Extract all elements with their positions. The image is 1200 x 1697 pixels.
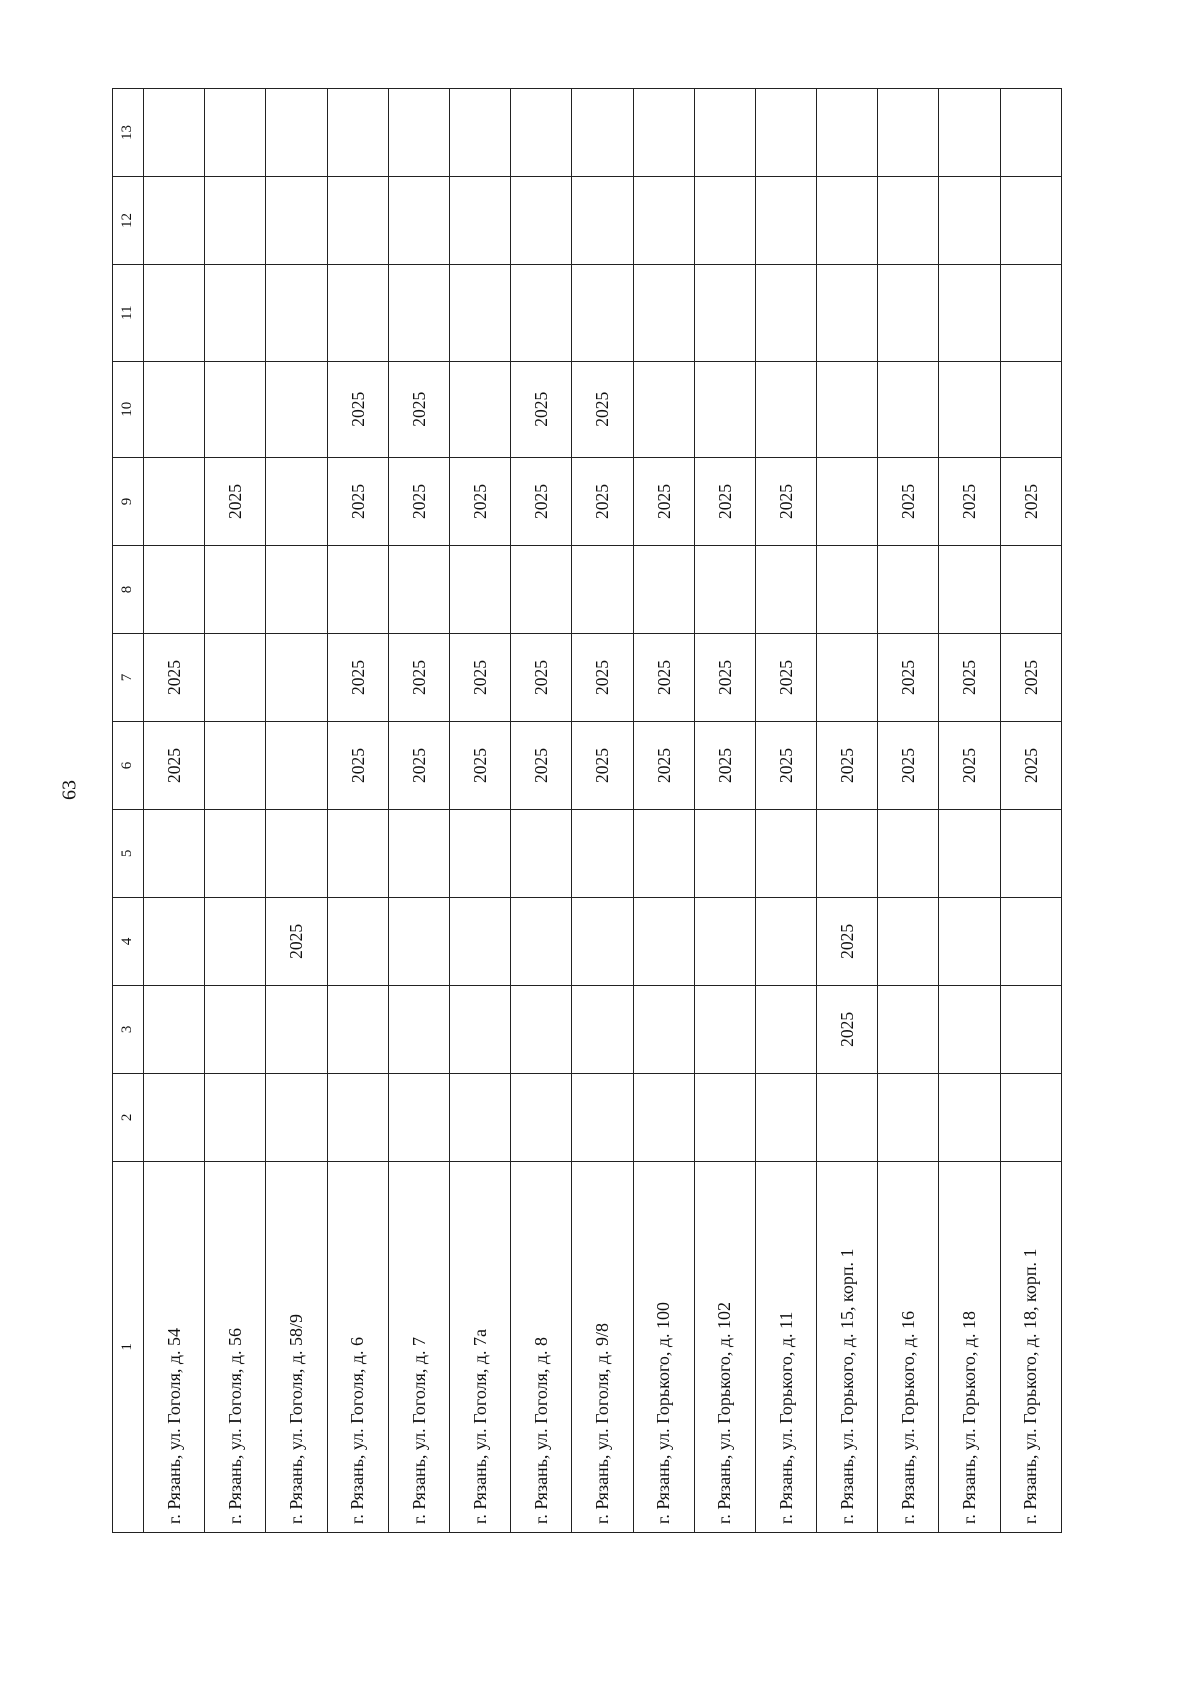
year-cell	[511, 1073, 572, 1161]
year-cell	[388, 177, 449, 265]
table-row	[817, 89, 878, 1533]
column-header: 4	[113, 897, 144, 985]
year-cell: 2025	[1000, 634, 1061, 722]
year-cell	[694, 897, 755, 985]
table-row	[939, 89, 1000, 1533]
year-cell	[327, 546, 388, 634]
year-cell: 2025	[939, 458, 1000, 546]
year-cell	[144, 89, 205, 177]
year-cell	[205, 721, 266, 809]
column-header: 5	[113, 809, 144, 897]
table-row	[205, 89, 266, 1533]
year-cell	[266, 458, 327, 546]
year-cell: 2025	[511, 361, 572, 458]
year-cell	[449, 89, 510, 177]
year-cell: 2025	[694, 634, 755, 722]
year-cell	[449, 809, 510, 897]
header-row	[113, 89, 144, 1533]
year-cell	[633, 897, 694, 985]
year-cell	[266, 177, 327, 265]
address-cell: г. Рязань, ул. Горького, д. 11	[755, 1161, 816, 1532]
year-cell	[633, 264, 694, 361]
table-row	[1000, 89, 1061, 1533]
year-cell	[878, 264, 939, 361]
year-cell	[755, 985, 816, 1073]
year-cell: 2025	[572, 361, 633, 458]
year-cell: 2025	[633, 721, 694, 809]
year-cell	[144, 1073, 205, 1161]
column-header: 12	[113, 177, 144, 265]
year-cell	[755, 264, 816, 361]
year-cell	[572, 809, 633, 897]
year-cell	[449, 546, 510, 634]
year-cell: 2025	[694, 458, 755, 546]
year-cell	[817, 264, 878, 361]
year-cell	[266, 546, 327, 634]
year-cell: 2025	[1000, 458, 1061, 546]
year-cell: 2025	[511, 721, 572, 809]
year-cell: 2025	[511, 458, 572, 546]
year-cell	[878, 89, 939, 177]
year-cell	[449, 897, 510, 985]
year-cell	[449, 1073, 510, 1161]
column-header: 6	[113, 721, 144, 809]
year-cell	[205, 546, 266, 634]
year-cell	[633, 985, 694, 1073]
year-cell: 2025	[755, 458, 816, 546]
column-header: 3	[113, 985, 144, 1073]
year-cell	[633, 1073, 694, 1161]
column-header: 2	[113, 1073, 144, 1161]
column-header: 10	[113, 361, 144, 458]
year-cell: 2025	[939, 634, 1000, 722]
year-cell	[755, 546, 816, 634]
year-cell	[878, 361, 939, 458]
year-cell	[1000, 809, 1061, 897]
year-cell	[511, 546, 572, 634]
year-cell	[205, 809, 266, 897]
year-cell	[572, 546, 633, 634]
table-body	[113, 89, 1062, 1533]
column-header: 13	[113, 89, 144, 177]
table-row	[633, 89, 694, 1533]
year-cell: 2025	[449, 634, 510, 722]
year-cell: 2025	[817, 721, 878, 809]
year-cell	[1000, 177, 1061, 265]
year-cell	[939, 1073, 1000, 1161]
year-cell	[388, 89, 449, 177]
year-cell	[633, 546, 694, 634]
year-cell	[817, 1073, 878, 1161]
year-cell	[939, 264, 1000, 361]
year-cell	[327, 177, 388, 265]
address-cell: г. Рязань, ул. Горького, д. 16	[878, 1161, 939, 1532]
year-cell	[388, 897, 449, 985]
year-cell: 2025	[327, 458, 388, 546]
year-cell: 2025	[388, 361, 449, 458]
address-cell: г. Рязань, ул. Гоголя, д. 54	[144, 1161, 205, 1532]
column-header: 1	[113, 1161, 144, 1532]
year-cell: 2025	[144, 721, 205, 809]
table-row	[449, 89, 510, 1533]
year-cell: 2025	[878, 458, 939, 546]
schedule-table	[112, 88, 1062, 1533]
year-cell	[694, 177, 755, 265]
year-cell	[449, 361, 510, 458]
year-cell	[449, 264, 510, 361]
year-cell	[1000, 546, 1061, 634]
year-cell	[817, 458, 878, 546]
year-cell	[755, 1073, 816, 1161]
year-cell	[755, 809, 816, 897]
year-cell	[144, 985, 205, 1073]
address-cell: г. Рязань, ул. Горького, д. 15, корп. 1	[817, 1161, 878, 1532]
year-cell: 2025	[327, 721, 388, 809]
year-cell	[205, 177, 266, 265]
year-cell	[878, 809, 939, 897]
year-cell	[388, 809, 449, 897]
year-cell: 2025	[511, 634, 572, 722]
year-cell	[1000, 897, 1061, 985]
address-cell: г. Рязань, ул. Горького, д. 100	[633, 1161, 694, 1532]
year-cell: 2025	[572, 634, 633, 722]
table-row	[144, 89, 205, 1533]
year-cell	[817, 361, 878, 458]
year-cell	[511, 89, 572, 177]
year-cell: 2025	[878, 721, 939, 809]
year-cell	[144, 809, 205, 897]
year-cell	[266, 1073, 327, 1161]
year-cell	[327, 809, 388, 897]
year-cell	[694, 985, 755, 1073]
address-cell: г. Рязань, ул. Гоголя, д. 58/9	[266, 1161, 327, 1532]
year-cell	[755, 177, 816, 265]
year-cell	[205, 985, 266, 1073]
year-cell	[388, 546, 449, 634]
year-cell	[939, 809, 1000, 897]
table-row	[755, 89, 816, 1533]
year-cell	[694, 546, 755, 634]
address-cell: г. Рязань, ул. Горького, д. 102	[694, 1161, 755, 1532]
year-cell: 2025	[755, 634, 816, 722]
year-cell: 2025	[817, 897, 878, 985]
year-cell: 2025	[633, 458, 694, 546]
year-cell	[633, 177, 694, 265]
year-cell: 2025	[266, 897, 327, 985]
year-cell	[511, 809, 572, 897]
year-cell	[572, 897, 633, 985]
year-cell: 2025	[817, 985, 878, 1073]
column-header: 8	[113, 546, 144, 634]
address-cell: г. Рязань, ул. Горького, д. 18	[939, 1161, 1000, 1532]
address-cell: г. Рязань, ул. Гоголя, д. 6	[327, 1161, 388, 1532]
year-cell	[939, 546, 1000, 634]
year-cell	[878, 985, 939, 1073]
year-cell	[694, 264, 755, 361]
year-cell: 2025	[327, 634, 388, 722]
year-cell	[266, 985, 327, 1073]
year-cell: 2025	[388, 721, 449, 809]
year-cell	[694, 809, 755, 897]
page-number: 63	[58, 780, 81, 800]
year-cell	[1000, 361, 1061, 458]
column-header: 11	[113, 264, 144, 361]
year-cell	[939, 361, 1000, 458]
year-cell	[327, 1073, 388, 1161]
year-cell	[144, 361, 205, 458]
table-row	[511, 89, 572, 1533]
year-cell	[939, 897, 1000, 985]
year-cell	[694, 89, 755, 177]
year-cell	[1000, 1073, 1061, 1161]
year-cell: 2025	[572, 458, 633, 546]
year-cell	[1000, 264, 1061, 361]
year-cell: 2025	[878, 634, 939, 722]
year-cell	[327, 985, 388, 1073]
address-cell: г. Рязань, ул. Гоголя, д. 9/8	[572, 1161, 633, 1532]
year-cell: 2025	[939, 721, 1000, 809]
year-cell	[878, 1073, 939, 1161]
year-cell	[878, 897, 939, 985]
year-cell	[817, 546, 878, 634]
year-cell: 2025	[205, 458, 266, 546]
year-cell	[511, 177, 572, 265]
year-cell: 2025	[449, 458, 510, 546]
year-cell: 2025	[388, 458, 449, 546]
year-cell	[449, 177, 510, 265]
year-cell	[266, 721, 327, 809]
year-cell	[694, 361, 755, 458]
table-row	[388, 89, 449, 1533]
year-cell	[572, 985, 633, 1073]
year-cell	[572, 1073, 633, 1161]
year-cell	[144, 546, 205, 634]
year-cell	[144, 897, 205, 985]
address-cell: г. Рязань, ул. Гоголя, д. 7	[388, 1161, 449, 1532]
year-cell	[449, 985, 510, 1073]
year-cell	[266, 634, 327, 722]
table-row	[572, 89, 633, 1533]
year-cell: 2025	[633, 634, 694, 722]
address-cell: г. Рязань, ул. Гоголя, д. 8	[511, 1161, 572, 1532]
year-cell	[755, 897, 816, 985]
column-header: 7	[113, 634, 144, 722]
table-row	[694, 89, 755, 1533]
address-cell: г. Рязань, ул. Горького, д. 18, корп. 1	[1000, 1161, 1061, 1532]
year-cell	[939, 985, 1000, 1073]
year-cell	[817, 89, 878, 177]
year-cell	[327, 897, 388, 985]
table-row	[878, 89, 939, 1533]
year-cell	[572, 89, 633, 177]
year-cell: 2025	[694, 721, 755, 809]
table-row	[327, 89, 388, 1533]
year-cell	[633, 89, 694, 177]
year-cell	[144, 458, 205, 546]
year-cell	[388, 1073, 449, 1161]
year-cell	[878, 177, 939, 265]
year-cell	[572, 177, 633, 265]
year-cell	[755, 89, 816, 177]
table-row	[266, 89, 327, 1533]
year-cell	[205, 1073, 266, 1161]
year-cell	[266, 264, 327, 361]
rotated-table-container	[112, 88, 1062, 1533]
year-cell	[266, 809, 327, 897]
year-cell	[266, 89, 327, 177]
year-cell	[878, 546, 939, 634]
year-cell	[633, 361, 694, 458]
year-cell	[817, 177, 878, 265]
year-cell	[205, 634, 266, 722]
year-cell	[388, 264, 449, 361]
year-cell	[327, 89, 388, 177]
year-cell	[572, 264, 633, 361]
year-cell	[144, 177, 205, 265]
year-cell	[1000, 89, 1061, 177]
year-cell: 2025	[572, 721, 633, 809]
year-cell	[266, 361, 327, 458]
year-cell	[144, 264, 205, 361]
year-cell	[388, 985, 449, 1073]
year-cell	[205, 897, 266, 985]
year-cell	[205, 361, 266, 458]
year-cell: 2025	[449, 721, 510, 809]
year-cell	[817, 809, 878, 897]
year-cell: 2025	[1000, 721, 1061, 809]
column-header: 9	[113, 458, 144, 546]
address-cell: г. Рязань, ул. Гоголя, д. 56	[205, 1161, 266, 1532]
year-cell: 2025	[755, 721, 816, 809]
year-cell	[205, 264, 266, 361]
year-cell	[939, 89, 1000, 177]
year-cell	[694, 1073, 755, 1161]
year-cell	[755, 361, 816, 458]
year-cell: 2025	[144, 634, 205, 722]
year-cell	[327, 264, 388, 361]
year-cell	[511, 897, 572, 985]
year-cell	[939, 177, 1000, 265]
year-cell: 2025	[327, 361, 388, 458]
year-cell	[633, 809, 694, 897]
year-cell	[511, 985, 572, 1073]
year-cell	[1000, 985, 1061, 1073]
address-cell: г. Рязань, ул. Гоголя, д. 7а	[449, 1161, 510, 1532]
year-cell	[511, 264, 572, 361]
year-cell	[205, 89, 266, 177]
year-cell: 2025	[388, 634, 449, 722]
year-cell	[817, 634, 878, 722]
